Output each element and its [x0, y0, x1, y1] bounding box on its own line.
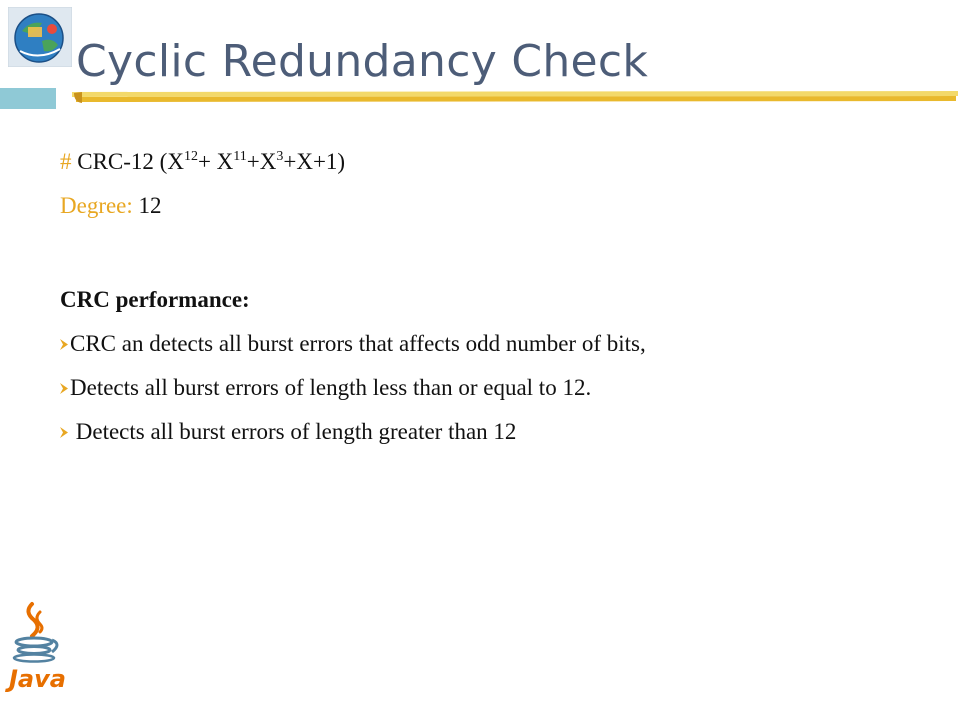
slide-body [60, 146, 940, 460]
list-item [60, 416, 940, 460]
exponent-12: 12 [183, 149, 198, 164]
list-item [60, 372, 940, 416]
bullet-text: Detects all burst errors of length less than or equal to 12. [70, 375, 592, 400]
performance-heading: CRC performance: [60, 287, 250, 312]
poly-term: +X [246, 149, 277, 174]
arrow-bullet-icon [60, 339, 68, 350]
crc-label: CRC-12 (X [71, 149, 184, 174]
arrow-bullet-icon [60, 383, 68, 394]
list-item [60, 328, 940, 372]
poly-term: +X+1) [283, 149, 346, 174]
hash-prefix: # [60, 149, 72, 174]
title-underline [70, 88, 960, 105]
bullet-text: CRC an detects all burst errors that affects odd number of bits, [70, 331, 646, 356]
arrow-bullet-icon [60, 427, 68, 438]
title-accent-bar [0, 88, 56, 109]
crc-polynomial-line [60, 146, 940, 190]
degree-label: Degree: [60, 193, 133, 218]
exponent-11: 11 [233, 149, 247, 164]
globe-logo-icon [8, 7, 72, 67]
slide-title: Cyclic Redundancy Check [76, 36, 649, 87]
poly-term: + X [197, 149, 234, 174]
exponent-3: 3 [276, 149, 284, 164]
java-logo-text: Java [9, 665, 66, 693]
degree-line [60, 190, 940, 284]
bullet-text: Detects all burst errors of length greater than 12 [70, 419, 517, 444]
degree-value: 12 [132, 193, 162, 218]
